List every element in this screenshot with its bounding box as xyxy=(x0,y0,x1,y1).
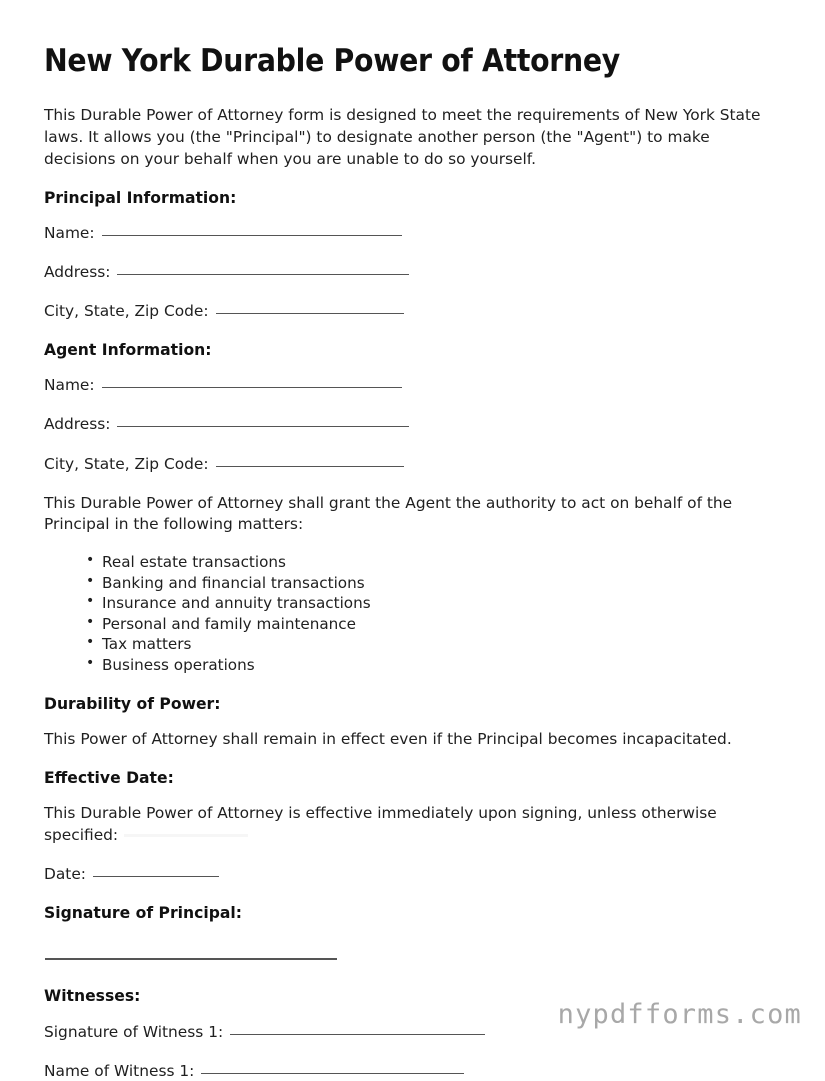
agent-address-label: Address: xyxy=(44,415,111,434)
agent-city-state-zip-field xyxy=(44,454,765,474)
effective-date-specified-rule xyxy=(124,834,248,837)
list-item: • Real estate transactions xyxy=(86,553,765,572)
effective-date-heading: Effective Date: xyxy=(44,769,174,788)
agent-city-state-zip-input[interactable] xyxy=(216,466,404,467)
signature-of-principal-heading: Signature of Principal: xyxy=(44,904,242,923)
principal-city-state-zip-input[interactable] xyxy=(216,313,404,314)
authority-matters-list xyxy=(44,553,765,675)
witnesses-heading: Witnesses: xyxy=(44,987,141,1006)
principal-information-heading: Principal Information: xyxy=(44,188,237,207)
list-item: • Personal and family maintenance xyxy=(86,615,765,634)
agent-name-field xyxy=(44,375,765,395)
agent-city-state-zip-label: City, State, Zip Code: xyxy=(44,454,209,473)
durability-heading: Durability of Power: xyxy=(44,694,221,713)
date-label: Date: xyxy=(44,865,86,884)
agent-name-label: Name: xyxy=(44,376,95,395)
site-watermark: nypdfforms.com xyxy=(557,999,802,1030)
witness1-signature-input[interactable] xyxy=(230,1034,485,1035)
durability-paragraph: This Power of Attorney shall remain in effect even if the Principal becomes incapacitated. xyxy=(44,730,732,749)
principal-name-input[interactable] xyxy=(102,235,402,236)
list-item: • Insurance and annuity transactions xyxy=(86,594,765,613)
list-item: • Banking and financial transactions xyxy=(86,574,765,593)
principal-signature-input[interactable] xyxy=(45,958,337,960)
principal-address-input[interactable] xyxy=(117,274,409,275)
effective-date-text: This Durable Power of Attorney is effective immediately upon signing, unless otherwise specified: xyxy=(44,804,717,845)
list-item: • Tax matters xyxy=(86,635,765,654)
principal-city-state-zip-field xyxy=(44,301,765,321)
effective-date-paragraph xyxy=(44,803,765,847)
authority-paragraph: This Durable Power of Attorney shall grant the Agent the authority to act on behalf of the Principal in the following matters: xyxy=(44,493,733,534)
agent-name-input[interactable] xyxy=(102,387,402,388)
witness1-signature-label: Signature of Witness 1: xyxy=(44,1022,224,1041)
date-field xyxy=(44,864,765,884)
principal-address-field xyxy=(44,262,765,282)
principal-city-state-zip-label: City, State, Zip Code: xyxy=(44,302,209,321)
date-input[interactable] xyxy=(93,876,219,877)
witness1-name-label: Name of Witness 1: xyxy=(44,1061,195,1080)
agent-address-input[interactable] xyxy=(117,426,409,427)
agent-information-heading: Agent Information: xyxy=(44,341,212,360)
principal-name-label: Name: xyxy=(44,224,95,243)
principal-address-label: Address: xyxy=(44,263,111,282)
page-title: New York Durable Power of Attorney xyxy=(44,43,620,79)
witness1-name-field xyxy=(44,1061,765,1081)
principal-name-field xyxy=(44,223,765,243)
witness1-name-input[interactable] xyxy=(201,1073,464,1074)
agent-address-field xyxy=(44,414,765,434)
list-item: • Business operations xyxy=(86,656,765,675)
intro-paragraph: This Durable Power of Attorney form is designed to meet the requirements of New York State laws. It allows you (the "Principal") to designate another person (the "Agent") to make decisions on your behalf when you are unable to do so yourself. xyxy=(44,106,761,169)
